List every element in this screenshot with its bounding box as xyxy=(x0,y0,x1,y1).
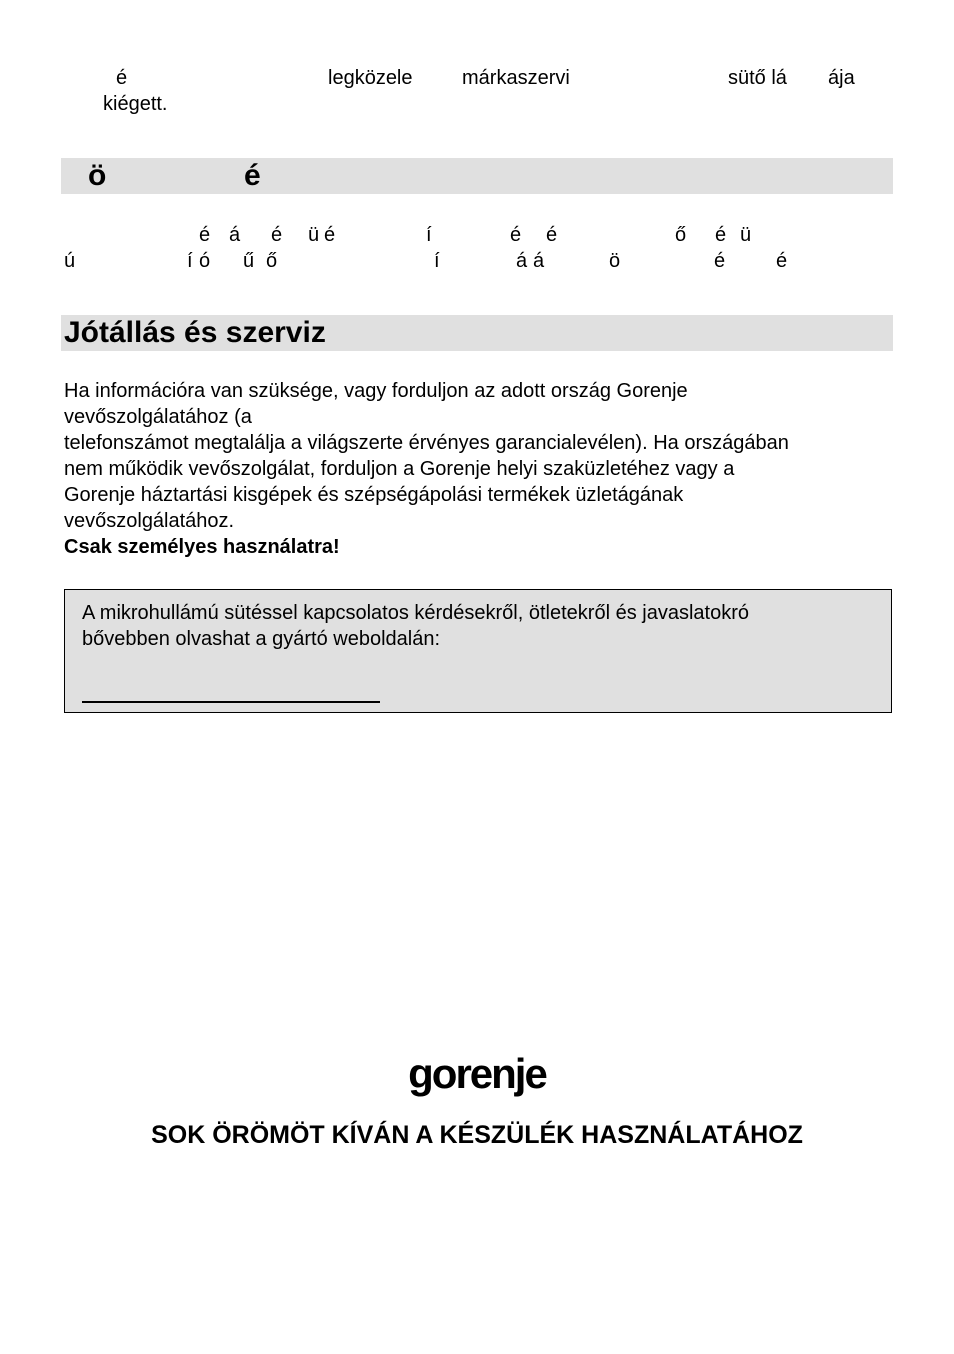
text-fragment: í xyxy=(426,224,432,246)
text-fragment: ü xyxy=(308,224,320,246)
warranty-line-1: Ha információra van szüksége, vagy forduljon az adott ország Gorenje xyxy=(64,380,688,402)
info-line-1: A mikrohullámú sütéssel kapcsolatos kérdésekről, ötletekről és javaslatokró xyxy=(82,602,749,624)
text-fragment: é xyxy=(199,224,211,246)
text-fragment: legközele xyxy=(328,67,413,89)
text-fragment: é xyxy=(715,224,727,246)
text-fragment: márkaszervi xyxy=(462,67,570,89)
text-fragment: é xyxy=(714,250,726,272)
title-fragment: ö xyxy=(88,159,107,192)
warranty-title: Jótállás és szerviz xyxy=(64,316,326,349)
website-info-box xyxy=(64,589,892,713)
text-fragment: ő xyxy=(266,250,278,272)
text-fragment: ája xyxy=(828,67,855,89)
text-fragment: é xyxy=(116,67,128,89)
website-blank-line xyxy=(82,701,380,703)
warranty-line-2: vevőszolgálatához (a xyxy=(64,406,252,428)
warranty-header-bar xyxy=(61,315,893,351)
text-fragment: é xyxy=(271,224,283,246)
section-header-bar xyxy=(61,158,893,194)
text-fragment: í xyxy=(187,250,193,272)
title-fragment: é xyxy=(244,159,261,192)
warranty-line-4: nem működik vevőszolgálat, forduljon a Gorenje helyi szaküzletéhez vagy a xyxy=(64,458,735,480)
text-fragment: ű xyxy=(243,250,255,272)
text-fragment: é xyxy=(324,224,336,246)
text-fragment: á xyxy=(516,250,528,272)
text-fragment: é xyxy=(776,250,788,272)
text-fragment: ő xyxy=(675,224,687,246)
text-fragment: ö xyxy=(609,250,621,272)
text-fragment: é xyxy=(546,224,558,246)
text-fragment: sütő lá xyxy=(728,67,787,89)
text-fragment: ó xyxy=(199,250,211,272)
warranty-line-3: telefonszámot megtalálja a világszerte érvényes garancialevélen). Ha országában xyxy=(64,432,789,454)
text-fragment: á xyxy=(533,250,545,272)
closing-message: SOK ÖRÖMÖT KÍVÁN A KÉSZÜLÉK HASZNÁLATÁHOZ xyxy=(151,1121,803,1149)
text-fragment: ü xyxy=(740,224,752,246)
warranty-paragraph xyxy=(64,378,894,560)
text-fragment: í xyxy=(434,250,440,272)
gorenje-logo: gorenje xyxy=(408,1050,546,1097)
personal-use-notice: Csak személyes használatra! xyxy=(64,536,340,558)
warranty-line-6: vevőszolgálatához. xyxy=(64,510,235,532)
info-line-2: bővebben olvashat a gyártó weboldalán: xyxy=(82,628,441,650)
top-fragment-row-2: kiégett. xyxy=(103,93,168,115)
warranty-line-5: Gorenje háztartási kisgépek és szépségápolási termékek üzletágának xyxy=(64,484,684,506)
text-fragment: é xyxy=(510,224,522,246)
text-fragment: á xyxy=(229,224,241,246)
text-fragment: ú xyxy=(64,250,76,272)
